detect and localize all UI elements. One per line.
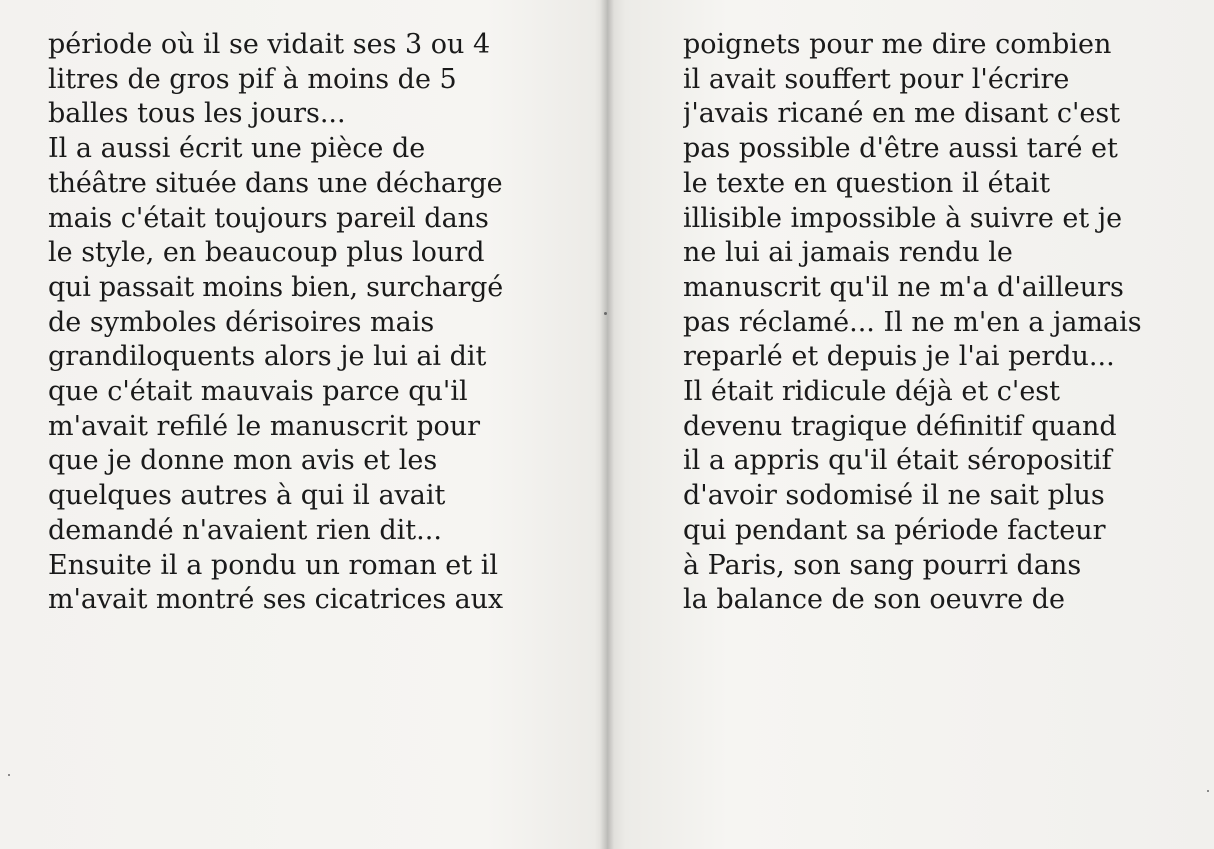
left-line-4: Il a aussi écrit une pièce de xyxy=(48,133,426,165)
right-line-13: il a appris qu'il était séropositif xyxy=(683,445,1112,477)
right-line-9: pas réclamé... Il ne m'en a jamais xyxy=(683,306,1142,338)
right-line-12: devenu tragique définitif quand xyxy=(683,410,1117,442)
right-line-1: poignets pour me dire combien xyxy=(683,29,1112,60)
right-line-4: pas possible d'être aussi taré et xyxy=(683,133,1118,165)
left-line-6: mais c'était toujours pareil dans xyxy=(48,202,489,234)
left-line-1: période où il se vidait ses 3 ou 4 xyxy=(48,29,491,60)
right-line-16: à Paris, son sang pourri dans xyxy=(683,549,1082,581)
right-line-7: ne lui ai jamais rendu le xyxy=(683,237,1013,269)
paper-speck xyxy=(604,312,607,315)
left-line-7: le style, en beaucoup plus lourd xyxy=(48,237,485,269)
book-gutter xyxy=(600,0,614,849)
right-page xyxy=(683,28,1143,618)
left-line-15: demandé n'avaient rien dit... xyxy=(48,514,442,546)
right-line-5: le texte en question il était xyxy=(683,167,1051,199)
right-line-17: la balance de son oeuvre de xyxy=(683,584,1066,616)
left-line-9: de symboles dérisoires mais xyxy=(48,306,435,338)
left-line-17: m'avait montré ses cicatrices aux xyxy=(48,584,503,616)
left-line-10: grandiloquents alors je lui ai dit xyxy=(48,341,487,373)
left-line-12: m'avait refilé le manuscrit pour xyxy=(48,410,481,442)
left-line-14: quelques autres à qui il avait xyxy=(48,480,446,512)
left-page xyxy=(48,28,503,618)
right-line-8: manuscrit qu'il ne m'a d'ailleurs xyxy=(683,271,1124,303)
left-line-5: théâtre située dans une décharge xyxy=(48,167,503,199)
paper-speck xyxy=(8,774,10,776)
right-line-14: d'avoir sodomisé il ne sait plus xyxy=(683,480,1105,512)
right-line-6: illisible impossible à suivre et je xyxy=(683,202,1123,234)
right-line-15: qui pendant sa période facteur xyxy=(683,514,1106,546)
left-line-13: que je donne mon avis et les xyxy=(48,445,438,477)
paper-speck xyxy=(1207,790,1209,792)
left-line-16: Ensuite il a pondu un roman et il xyxy=(48,549,498,581)
right-line-2: il avait souffert pour l'écrire xyxy=(683,63,1070,95)
left-line-3: balles tous les jours... xyxy=(48,98,346,130)
right-line-3: j'avais ricané en me disant c'est xyxy=(683,98,1121,130)
right-line-10: reparlé et depuis je l'ai perdu... xyxy=(683,341,1115,373)
left-line-2: litres de gros pif à moins de 5 xyxy=(48,63,457,95)
left-line-11: que c'était mauvais parce qu'il xyxy=(48,376,468,408)
left-line-8: qui passait moins bien, surchargé xyxy=(48,271,503,303)
right-line-11: Il était ridicule déjà et c'est xyxy=(683,376,1060,408)
